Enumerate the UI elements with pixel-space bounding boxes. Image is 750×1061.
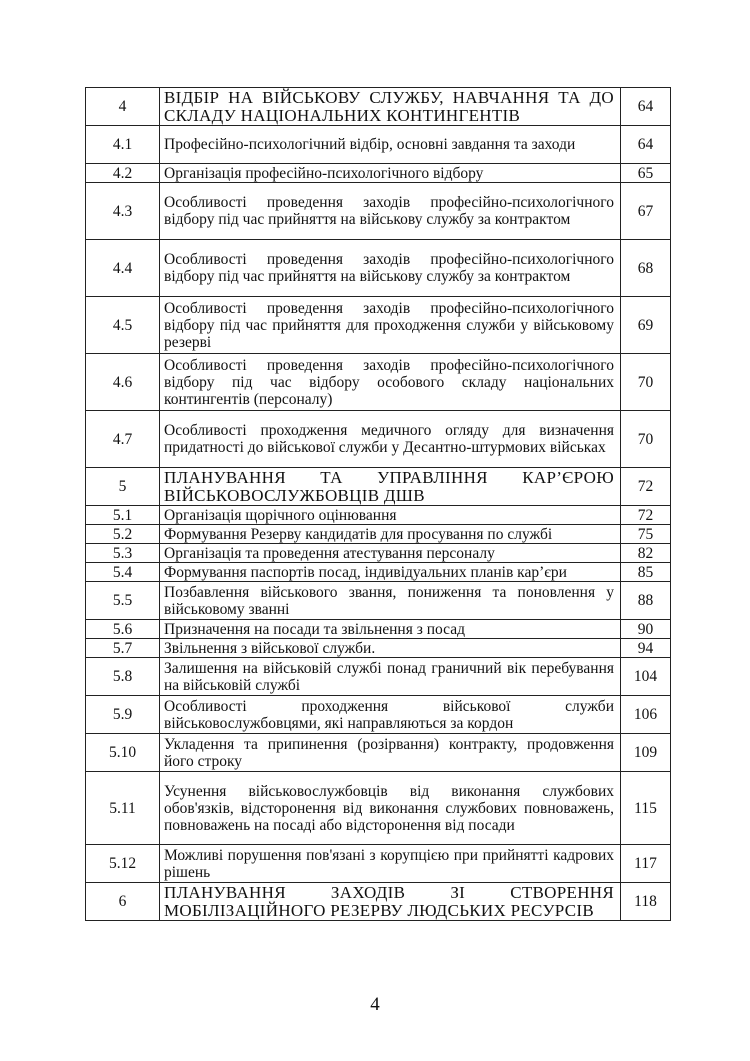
toc-row (86, 544, 671, 563)
toc-row (86, 620, 671, 639)
section-number: 5.7 (86, 639, 160, 658)
page-ref: 72 (621, 506, 671, 525)
section-number: 4.1 (86, 126, 160, 164)
section-title: Залишення на військовій службі понад граничний вік перебування на військовій службі (160, 658, 621, 696)
toc-row (86, 411, 671, 468)
toc-row (86, 525, 671, 544)
section-title: Можливі порушення пов'язані з корупцією при прийнятті кадрових рішень (160, 845, 621, 883)
page-ref: 69 (621, 297, 671, 354)
section-title: Професійно-психологічний відбір, основні завдання та заходи (160, 126, 621, 164)
section-title: Особливості проходження медичного огляду для визначення придатності до військової служби у Десантно-штурмових військах (160, 411, 621, 468)
section-title: Призначення на посади та звільнення з посад (160, 620, 621, 639)
toc-row (86, 772, 671, 845)
page-ref: 70 (621, 411, 671, 468)
page-ref: 118 (621, 883, 671, 921)
toc-row (86, 240, 671, 297)
section-number: 4.3 (86, 183, 160, 240)
chapter-title: ВІДБІР НА ВІЙСЬКОВУ СЛУЖБУ, НАВЧАННЯ ТА ДО СКЛАДУ НАЦІОНАЛЬНИХ КОНТИНГЕНТІВ (160, 88, 621, 126)
table-of-contents (85, 87, 671, 921)
toc-row (86, 468, 671, 506)
toc-row (86, 639, 671, 658)
page-number: 4 (370, 994, 380, 1015)
section-title: Особливості проведення заходів професійно-психологічного відбору під час прийняття на військову службу за контрактом (160, 240, 621, 297)
page-ref: 64 (621, 88, 671, 126)
section-number: 5.9 (86, 696, 160, 734)
section-title: Особливості проведення заходів професійно-психологічного відбору під час відбору особового складу національних контингентів (персоналу) (160, 354, 621, 411)
page-ref: 72 (621, 468, 671, 506)
page-ref: 106 (621, 696, 671, 734)
page-ref: 109 (621, 734, 671, 772)
toc-row (86, 883, 671, 921)
section-number: 5.5 (86, 582, 160, 620)
section-title: Особливості проведення заходів професійно-психологічного відбору під час прийняття для проходження служби у військовому резерві (160, 297, 621, 354)
section-title: Організація професійно-психологічного відбору (160, 164, 621, 183)
section-number: 5.12 (86, 845, 160, 883)
page-ref: 88 (621, 582, 671, 620)
toc-row (86, 88, 671, 126)
section-number: 4.7 (86, 411, 160, 468)
section-number: 4.4 (86, 240, 160, 297)
section-title: Формування Резерву кандидатів для просування по службі (160, 525, 621, 544)
section-number: 5.8 (86, 658, 160, 696)
toc-row (86, 563, 671, 582)
chapter-title: ПЛАНУВАННЯ ТА УПРАВЛІННЯ КАР’ЄРОЮ ВІЙСЬКОВОСЛУЖБОВЦІВ ДШВ (160, 468, 621, 506)
toc-row (86, 734, 671, 772)
section-title: Укладення та припинення (розірвання) контракту, продовження його строку (160, 734, 621, 772)
chapter-title: ПЛАНУВАННЯ ЗАХОДІВ ЗІ СТВОРЕННЯ МОБІЛІЗАЦІЙНОГО РЕЗЕРВУ ЛЮДСЬКИХ РЕСУРСІВ (160, 883, 621, 921)
section-number: 5 (86, 468, 160, 506)
page-ref: 64 (621, 126, 671, 164)
page-ref: 82 (621, 544, 671, 563)
section-number: 5.2 (86, 525, 160, 544)
section-title: Особливості проходження військової служби військовослужбовцями, які направляються за кордон (160, 696, 621, 734)
page-ref: 104 (621, 658, 671, 696)
toc-row (86, 658, 671, 696)
toc-row (86, 164, 671, 183)
section-number: 4.2 (86, 164, 160, 183)
toc-row (86, 696, 671, 734)
section-title: Усунення військовослужбовців від виконання службових обов'язків, відсторонення від виконання службових повноважень, повноважень на посаді або відсторонення від посади (160, 772, 621, 845)
section-title: Організація та проведення атестування персоналу (160, 544, 621, 563)
page-ref: 75 (621, 525, 671, 544)
section-title: Організація щорічного оцінювання (160, 506, 621, 525)
section-number: 5.4 (86, 563, 160, 582)
section-number: 4 (86, 88, 160, 126)
page-ref: 94 (621, 639, 671, 658)
section-number: 6 (86, 883, 160, 921)
section-number: 5.11 (86, 772, 160, 845)
toc-row (86, 297, 671, 354)
section-title: Формування паспортів посад, індивідуальних планів кар’єри (160, 563, 621, 582)
page-ref: 115 (621, 772, 671, 845)
page-ref: 65 (621, 164, 671, 183)
page-ref: 85 (621, 563, 671, 582)
page-ref: 68 (621, 240, 671, 297)
toc-row (86, 354, 671, 411)
section-number: 5.10 (86, 734, 160, 772)
section-number: 4.5 (86, 297, 160, 354)
section-number: 5.3 (86, 544, 160, 563)
section-title: Звільнення з військової служби. (160, 639, 621, 658)
section-title: Особливості проведення заходів професійно-психологічного відбору під час прийняття на військову службу за контрактом (160, 183, 621, 240)
toc-row (86, 126, 671, 164)
toc-row (86, 506, 671, 525)
toc-row (86, 582, 671, 620)
section-number: 5.6 (86, 620, 160, 639)
toc-row (86, 183, 671, 240)
page-ref: 117 (621, 845, 671, 883)
section-title: Позбавлення військового звання, пониження та поновлення у військовому званні (160, 582, 621, 620)
page-ref: 70 (621, 354, 671, 411)
page-ref: 90 (621, 620, 671, 639)
toc-body (86, 88, 671, 921)
section-number: 5.1 (86, 506, 160, 525)
page-ref: 67 (621, 183, 671, 240)
toc-row (86, 845, 671, 883)
section-number: 4.6 (86, 354, 160, 411)
